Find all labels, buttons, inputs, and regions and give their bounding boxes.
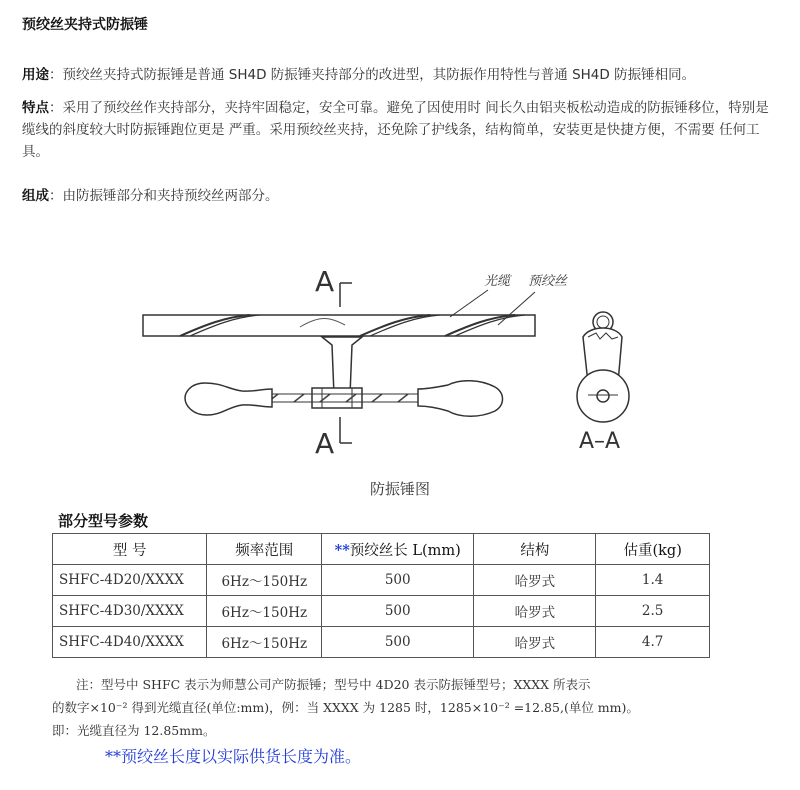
composition-label: 组成 [22,188,49,204]
cell-length: 500 [322,596,474,627]
header-model: 型 号 [53,534,207,565]
damper-drawing [0,255,800,505]
header-freq: 频率范围 [207,534,322,565]
cell-structure: 哈罗式 [474,596,596,627]
features-paragraph [22,97,782,163]
params-table [52,533,710,658]
cable-shape [143,315,535,336]
supply-length-note: **预绞丝长度以实际供货长度为准。 [105,747,362,766]
cell-model: SHFC-4D40/XXXX [53,627,207,658]
cell-freq: 6Hz～150Hz [207,565,322,596]
cell-structure: 哈罗式 [474,627,596,658]
damper-drawing-svg [0,255,800,505]
header-length-star: ** [334,541,350,559]
table-header-row [53,534,710,565]
figure-caption: 防振锤图 [369,480,430,498]
messenger-wire [270,394,418,402]
cell-weight: 4.7 [596,627,710,658]
table-title: 部分型号参数 [58,512,149,530]
composition-text: ：由防振锤部分和夹持预绞丝两部分。 [49,188,279,204]
section-label-top: A [315,265,335,298]
note-line-1: 注：型号中 SHFC 表示为师慧公司产防振锤；型号中 4D20 表示防振锤型号；XXXX 所表示 [76,677,591,692]
note-line-2: 的数字×10⁻² 得到光缆直径(单位:mm)，例：当 XXXX 为 1285 时，1285×10⁻² =12.85,(单位 mm)。 [52,700,639,715]
cell-structure: 哈罗式 [474,565,596,596]
header-length [322,534,474,565]
cell-weight: 2.5 [596,596,710,627]
usage-text: ：预绞丝夹持式防振锤是普通 SH4D 防振锤夹持部分的改进型，其防振作用特性与普通 SH4D 防振锤相同。 [49,67,696,83]
note-line-3: 即：光缆直径为 12.85mm。 [52,723,216,738]
cell-model: SHFC-4D20/XXXX [53,565,207,596]
section-view-label: A–A [579,429,621,454]
wire-label: 预绞丝 [528,274,568,289]
table-row [53,565,710,596]
cable-label: 光缆 [484,274,511,289]
table-row [53,596,710,627]
section-label-bottom: A [315,427,335,460]
cell-freq: 6Hz～150Hz [207,596,322,627]
cell-freq: 6Hz～150Hz [207,627,322,658]
page-title: 预绞丝夹持式防振锤 [22,17,148,33]
composition-paragraph [22,185,782,207]
right-weight [418,381,503,417]
cell-weight: 1.4 [596,565,710,596]
features-label: 特点 [22,100,49,116]
section-view [577,312,629,422]
cell-model: SHFC-4D30/XXXX [53,596,207,627]
left-weight [185,383,272,415]
usage-label: 用途 [22,67,49,83]
header-structure: 结构 [474,534,596,565]
usage-paragraph [22,64,782,86]
header-length-text: 预绞丝长 L(mm) [349,542,461,559]
features-text: ：采用了预绞丝作夹持部分，夹持牢固稳定，安全可靠。避免了因使用时 间长久由铝夹板松动造成的防振锤移位，特别是缆线的斜度较大时防振锤跑位更是 严重。采用预绞丝夹持，还免除了护线条，结构简单，安装更是快捷方便，不需要 任何工具。 [22,100,769,160]
cell-length: 500 [322,627,474,658]
table-row [53,627,710,658]
cell-length: 500 [322,565,474,596]
header-weight: 估重(kg) [596,534,710,565]
